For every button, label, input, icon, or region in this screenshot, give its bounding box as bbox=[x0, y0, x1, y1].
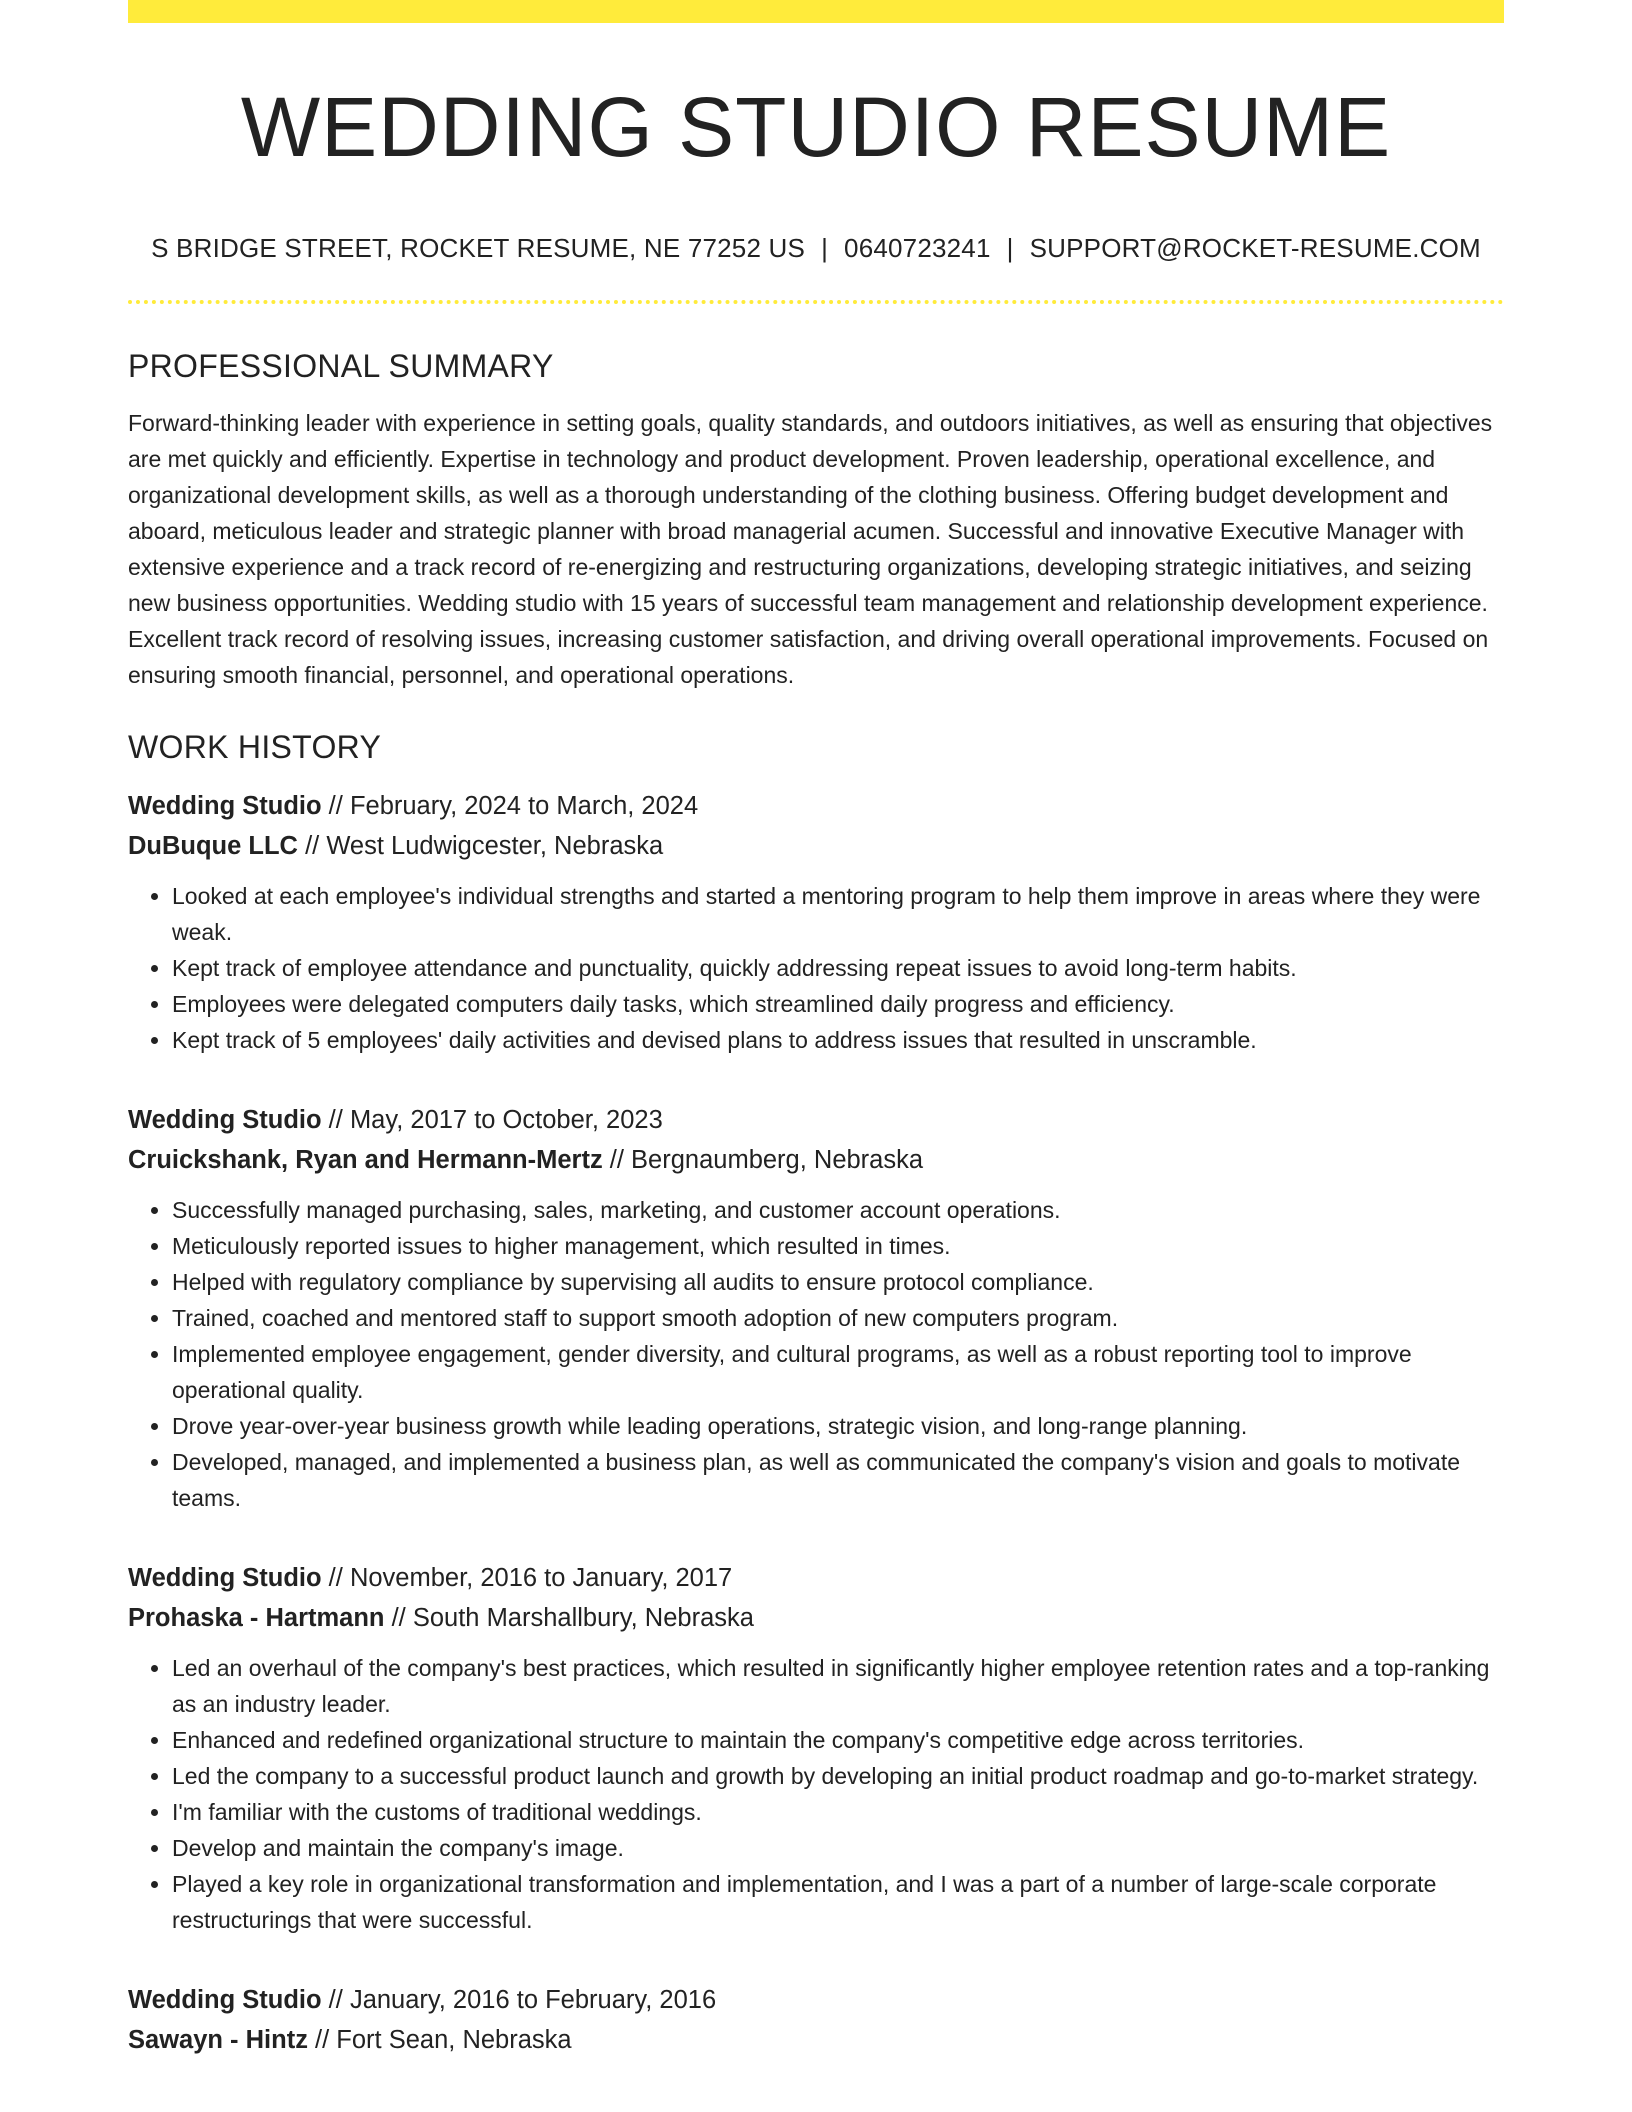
contact-phone: 0640723241 bbox=[844, 233, 991, 264]
job-bullet: • Kept track of employee attendance and punctuality, quickly addressing repeat issues to avoid long-term habits. bbox=[172, 950, 1504, 986]
job-bullet: • Developed, managed, and implemented a business plan, as well as communicated the company's vision and goals to motivate teams. bbox=[172, 1444, 1504, 1516]
job-bullet: • Led an overhaul of the company's best practices, which resulted in significantly higher employee retention rates and a top-ranking as an industry leader. bbox=[172, 1650, 1504, 1722]
work-history-heading: WORK HISTORY bbox=[128, 729, 382, 766]
job-separator: // bbox=[321, 1564, 350, 1593]
job-bullet: • Implemented employee engagement, gender diversity, and cultural programs, as well as a robust reporting tool to improve operational quality. bbox=[172, 1336, 1504, 1408]
job-dates: May, 2017 to October, 2023 bbox=[349, 1106, 663, 1135]
job-separator: // bbox=[297, 832, 327, 861]
job-bullet: • Successfully managed purchasing, sales, marketing, and customer account operations. bbox=[172, 1192, 1504, 1228]
summary-heading: PROFESSIONAL SUMMARY bbox=[128, 348, 554, 385]
job-location: Bergnaumberg, Nebraska bbox=[631, 1146, 924, 1175]
job-dates: January, 2016 to February, 2016 bbox=[349, 1986, 717, 2015]
job-separator: // bbox=[321, 792, 350, 821]
job-title-line bbox=[128, 1558, 1504, 1598]
resume-page bbox=[128, 0, 1504, 2060]
job-bullet: • Enhanced and redefined organizational structure to maintain the company's competitive edge across territories. bbox=[172, 1722, 1504, 1758]
job-bullet: • Kept track of 5 employees' daily activities and devised plans to address issues that resulted in unscramble. bbox=[172, 1022, 1504, 1058]
job-title: Wedding Studio bbox=[128, 1986, 322, 2015]
resume-title: WEDDING STUDIO RESUME bbox=[240, 80, 1392, 174]
job-bullet: • Develop and maintain the company's image. bbox=[172, 1830, 1504, 1866]
job-separator: // bbox=[602, 1146, 632, 1175]
contact-line bbox=[128, 233, 1504, 264]
job-bullet: • Meticulously reported issues to higher management, which resulted in times. bbox=[172, 1228, 1504, 1264]
job-bullet: • Employees were delegated computers daily tasks, which streamlined daily progress and efficiency. bbox=[172, 986, 1504, 1022]
contact-separator: | bbox=[1006, 233, 1014, 264]
job-entry bbox=[128, 786, 1504, 1058]
job-entry bbox=[128, 1558, 1504, 1938]
job-location: South Marshallbury, Nebraska bbox=[412, 1604, 754, 1633]
contact-separator: | bbox=[821, 233, 829, 264]
job-company-line bbox=[128, 1140, 1504, 1180]
job-title: Wedding Studio bbox=[128, 1106, 322, 1135]
job-location: West Ludwigcester, Nebraska bbox=[326, 832, 664, 861]
job-bullets bbox=[128, 1192, 1504, 1516]
job-bullet: • Played a key role in organizational transformation and implementation, and I was a part of a number of large-scale corporate restructurings that were successful. bbox=[172, 1866, 1504, 1938]
job-company: Prohaska - Hartmann bbox=[128, 1604, 385, 1633]
job-dates: February, 2024 to March, 2024 bbox=[349, 792, 699, 821]
job-separator: // bbox=[307, 2026, 337, 2055]
job-bullet: • Looked at each employee's individual strengths and started a mentoring program to help them improve in areas where they were weak. bbox=[172, 878, 1504, 950]
job-bullets bbox=[128, 878, 1504, 1058]
job-entry bbox=[128, 1980, 1504, 2060]
work-history-list bbox=[128, 786, 1504, 2060]
job-entry bbox=[128, 1100, 1504, 1516]
job-company-line bbox=[128, 826, 1504, 866]
job-bullets bbox=[128, 1650, 1504, 1938]
contact-email: SUPPORT@ROCKET-RESUME.COM bbox=[1029, 233, 1481, 264]
dotted-divider bbox=[128, 300, 1504, 304]
job-title-line bbox=[128, 1980, 1504, 2020]
job-company: Sawayn - Hintz bbox=[128, 2026, 308, 2055]
job-title: Wedding Studio bbox=[128, 792, 322, 821]
job-location: Fort Sean, Nebraska bbox=[336, 2026, 572, 2055]
job-bullet: • I'm familiar with the customs of traditional weddings. bbox=[172, 1794, 1504, 1830]
job-bullet: • Drove year-over-year business growth while leading operations, strategic vision, and long-range planning. bbox=[172, 1408, 1504, 1444]
job-title: Wedding Studio bbox=[128, 1564, 322, 1593]
job-separator: // bbox=[384, 1604, 413, 1633]
summary-text: Forward-thinking leader with experience in setting goals, quality standards, and outdoors initiatives, as well as ensuring that objectives are met quickly and efficiently. Expertise in technology and product development. Proven leadership, operational excellence, and organizational development skills, as well as a thorough understanding of the clothing business. Offering budget development and aboard, meticulous leader and strategic planner with broad managerial acumen. Successful and innovative Executive Manager with extensive experience and a track record of re-energizing and restructuring organizations, developing strategic initiatives, and seizing new business opportunities. Wedding studio with 15 years of successful team management and relationship development experience. Excellent track record of resolving issues, increasing customer satisfaction, and driving overall operational improvements. Focused on ensuring smooth financial, personnel, and operational operations. bbox=[128, 410, 1493, 689]
job-company-line bbox=[128, 1598, 1504, 1638]
job-company-line bbox=[128, 2020, 1504, 2060]
job-company: DuBuque LLC bbox=[128, 832, 298, 861]
job-bullet: • Led the company to a successful product launch and growth by developing an initial product roadmap and go-to-market strategy. bbox=[172, 1758, 1504, 1794]
job-title-line bbox=[128, 786, 1504, 826]
job-separator: // bbox=[321, 1106, 350, 1135]
contact-address: S BRIDGE STREET, ROCKET RESUME, NE 77252 US bbox=[151, 233, 806, 264]
job-dates: November, 2016 to January, 2017 bbox=[349, 1564, 733, 1593]
job-company: Cruickshank, Ryan and Hermann-Mertz bbox=[128, 1146, 603, 1175]
job-title-line bbox=[128, 1100, 1504, 1140]
job-bullet: • Helped with regulatory compliance by supervising all audits to ensure protocol compliance. bbox=[172, 1264, 1504, 1300]
job-separator: // bbox=[321, 1986, 350, 2015]
job-bullet: • Trained, coached and mentored staff to support smooth adoption of new computers program. bbox=[172, 1300, 1504, 1336]
accent-top-bar bbox=[128, 0, 1504, 23]
